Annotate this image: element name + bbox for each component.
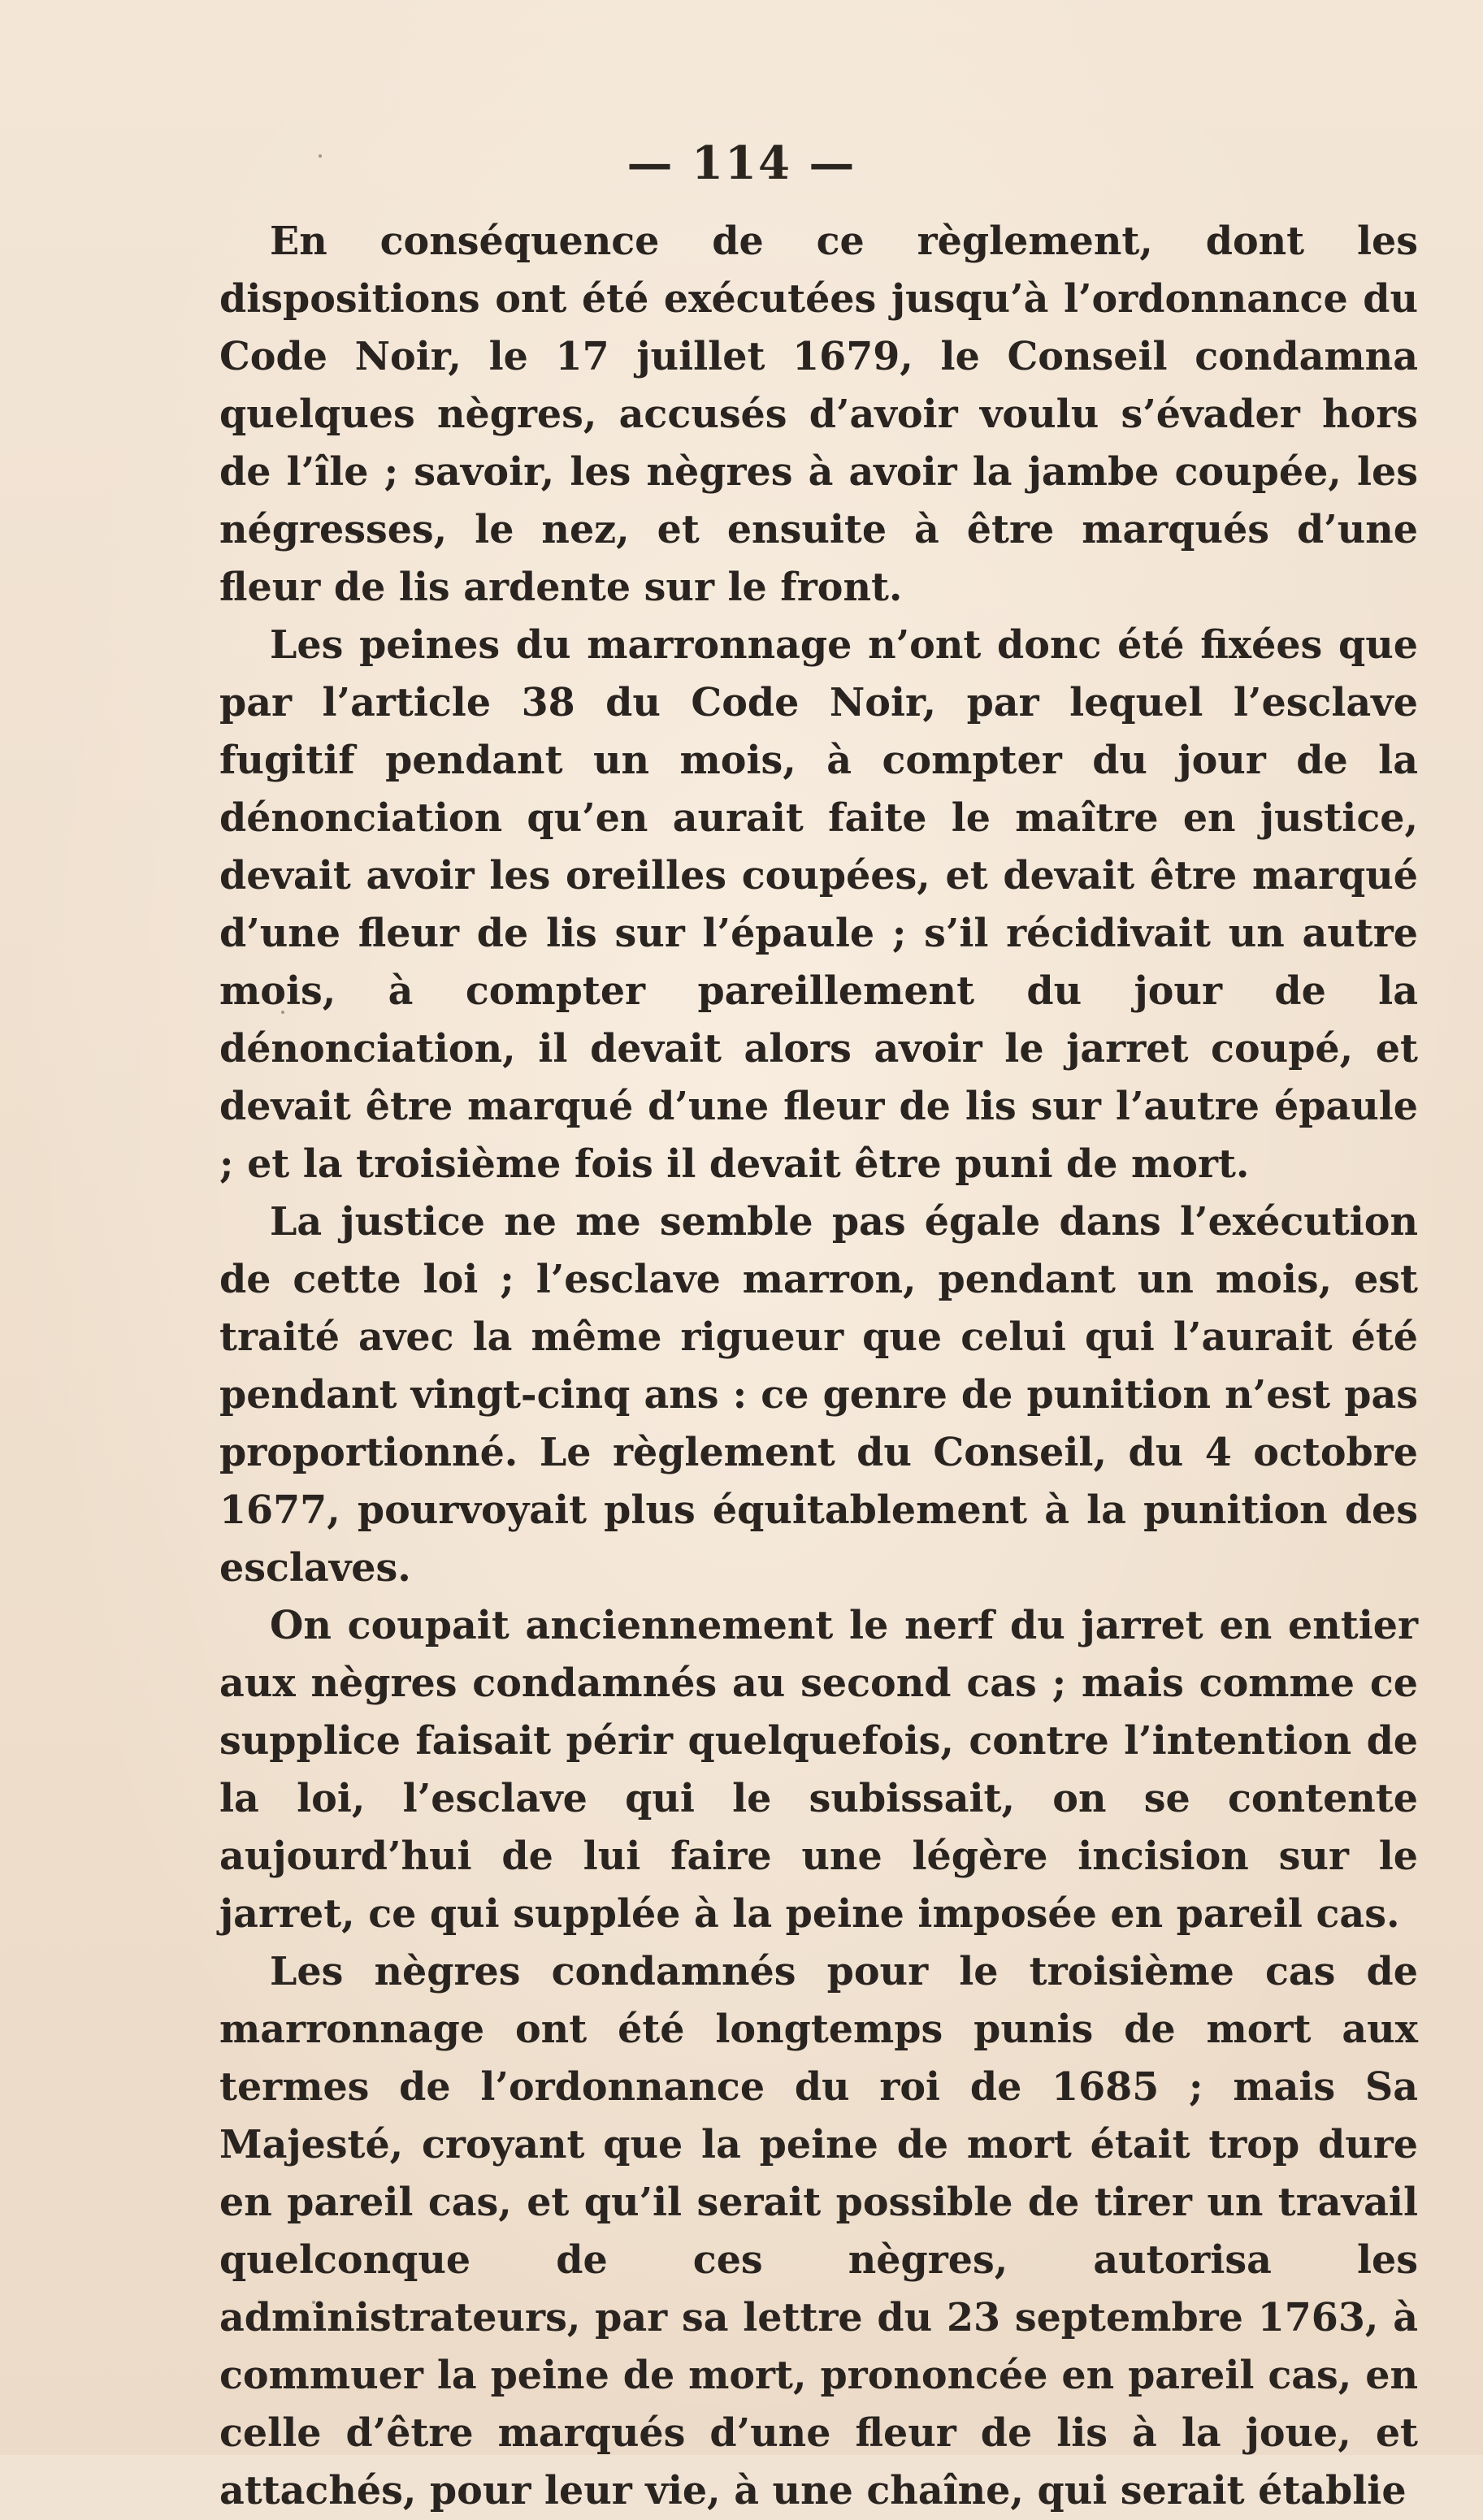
body-text	[219, 213, 1418, 2520]
paragraph-4: On coupait anciennement le nerf du jarret en entier aux nègres condamnés au second cas ; mais comme ce supplice faisait périr quelquefois, contre l’intention de la loi, l’esclave qui le subissait, on se contente aujourd’hui de lui faire une légère incision sur le jarret, ce qui supplée à la peine imposée en pareil cas.	[219, 1603, 1418, 1937]
paragraph-1: En conséquence de ce règlement, dont les dispositions ont été exécutées jusqu’à l’ordonnance du Code Noir, le 17 juillet 1679, le Conseil condamna quelques nègres, accusés d’avoir voulu s’évader hors de l’île ; savoir, les nègres à avoir la jambe coupée, les négresses, le nez, et ensuite à être marqués d’une fleur de lis ardente sur le front.	[219, 219, 1418, 610]
page-number: — 114 —	[627, 136, 856, 190]
paragraph-3: La justice ne me semble pas égale dans l’exécution de cette loi ; l’esclave marron, pendant un mois, est traité avec la même rigueur que celui qui l’aurait été pendant vingt-cinq ans : ce genre de punition n’est pas proportionné. Le règlement du Conseil, du 4 octobre 1677, pourvoyait plus équitablement à la punition des esclaves.	[219, 1199, 1418, 1591]
paragraph-2: Les peines du marronnage n’ont donc été fixées que par l’article 38 du Code Noir, par lequel l’esclave fugitif pendant un mois, à compter du jour de la dénonciation qu’en aurait faite le maître en justice, devait avoir les oreilles coupées, et devait être marqué d’une fleur de lis sur l’épaule ; s’il récidivait un autre mois, à compter pareillement du jour de la dénonciation, il devait alors avoir le jarret coupé, et devait être marqué d’une fleur de lis sur l’autre épaule ; et la troisième fois il devait être puni de mort.	[219, 622, 1418, 1187]
paragraph-5: Les nègres condamnés pour le troisième cas de marronnage ont été longtemps punis de mort aux termes de l’ordonnance du roi de 1685 ; mais Sa Majesté, croyant que la peine de mort était trop dure en pareil cas, et qu’il serait possible de tirer un travail quelconque de ces nègres, autorisa les administrateurs, par sa lettre du 23 septembre 1763, à commuer la peine de mort, prononcée en pareil cas, en celle d’être marqués d’une fleur de lis à la joue, et attachés, pour leur vie, à une chaîne, qui serait établie	[219, 1949, 1418, 2514]
